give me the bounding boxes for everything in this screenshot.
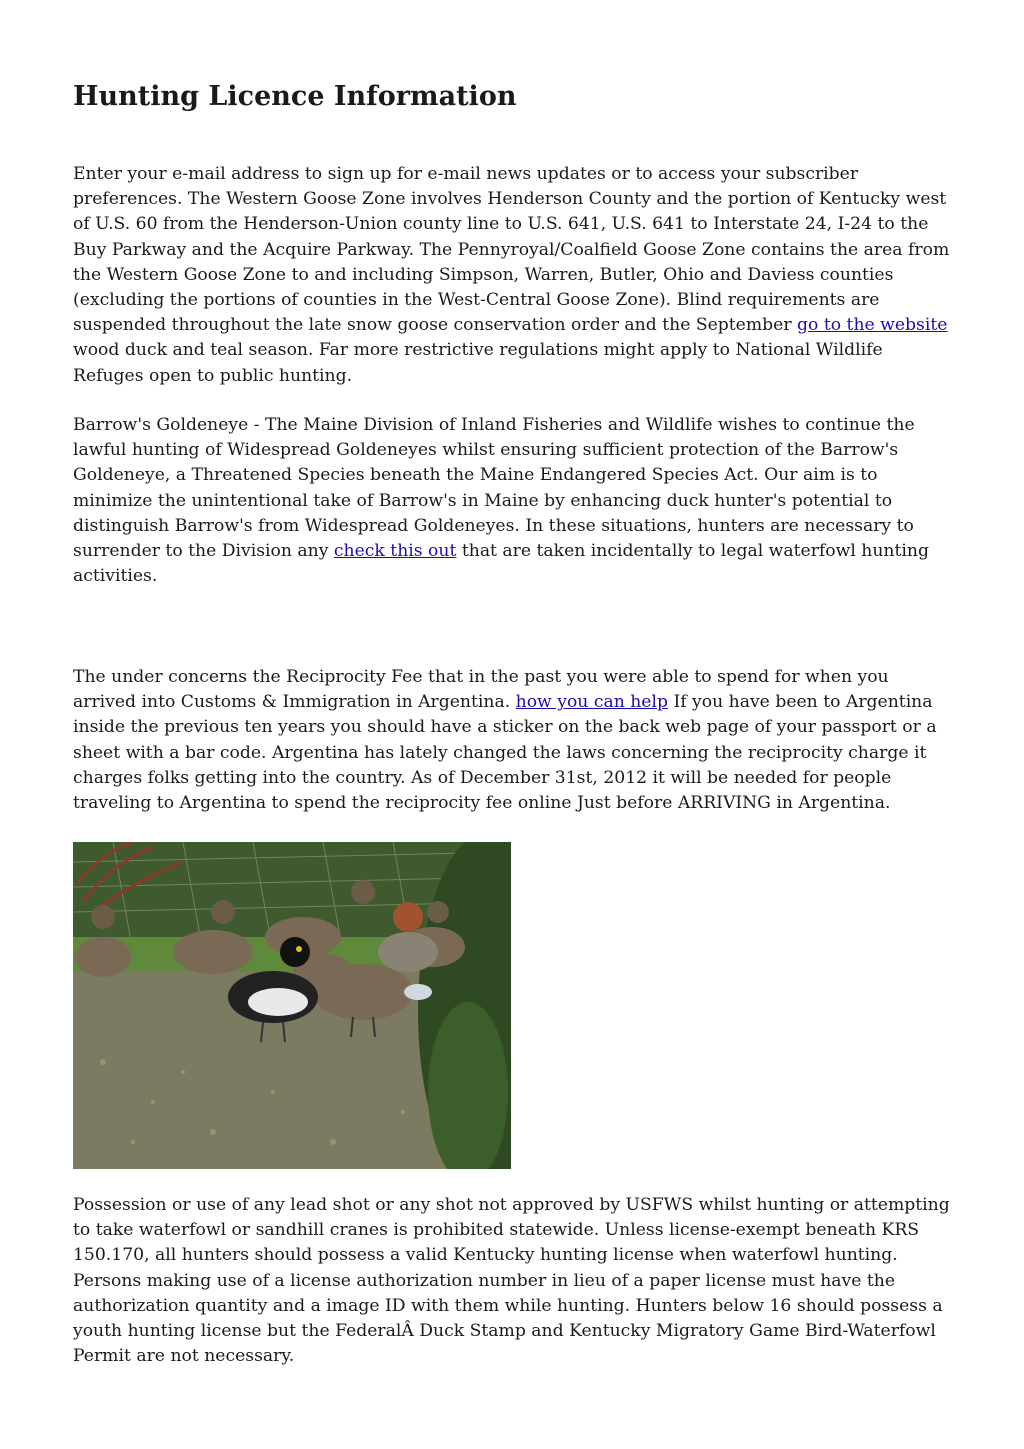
- paragraph-text: wood duck and teal season. Far more restrictive regulations might apply to National Wildlife Refuges open to public hunting.: [73, 340, 883, 386]
- paragraph-lead-shot: Possession or use of any lead shot or any shot not approved by USFWS whilst hunting or attempting to take waterfowl or sandhill cranes is prohibited statewide. Unless license-exempt beneath KRS 150.170, all hunters should possess a valid Kentucky hunting license when waterfowl hunting. Persons making use of a license authorization number in lieu of a paper license must have the authorization quantity and a image ID with them while hunting. Hunters below 16 should possess a youth hunting license but the FederalÂ Duck Stamp and Kentucky Migratory Game Bird-Waterfowl Permit are not necessary.: [73, 1195, 950, 1367]
- paragraph-goldeneye: [73, 413, 953, 589]
- go-to-website-link[interactable]: go to the website: [797, 315, 948, 336]
- how-you-can-help-link[interactable]: how you can help: [515, 692, 668, 713]
- ducks-illustration: [73, 842, 511, 1169]
- paragraph-text: Enter your e-mail address to sign up for e-mail news updates or to access your subscriber preferences. The Western Goose Zone involves Henderson County and the portion of Kentucky west of U.S. 60 from the Henderson-Union county line to U.S. 641, U.S. 641 to Interstate 24, I-24 to the Buy Parkway and the Acquire Parkway. The Pennyroyal/Coalfield Goose Zone contains the area from the Western Goose Zone to and including Simpson, Warren, Butler, Ohio and Daviess counties (excluding the portions of counties in the West-Central Goose Zone). Blind requirements are suspended throughout the late snow goose conservation order and the September: [73, 164, 950, 336]
- paragraph-goose-zones: [73, 162, 953, 389]
- paragraph-text: that are taken incidentally to legal waterfowl hunting activities.: [73, 541, 929, 587]
- page-title: Hunting Licence Information: [73, 81, 517, 112]
- paragraph-text: The under concerns the Reciprocity Fee that in the past you were able to spend for when you arrived into Customs & Immigration in Argentina.: [73, 667, 889, 713]
- check-this-out-link[interactable]: check this out: [333, 541, 457, 562]
- paragraph-text: Barrow's Goldeneye - The Maine Division of Inland Fisheries and Wildlife wishes to continue the lawful hunting of Widespread Goldeneyes whilst ensuring sufficient protection of the Barrow's Goldeneye, a Threatened Species beneath the Maine Endangered Species Act. Our aim is to minimize the unintentional take of Barrow's in Maine by enhancing duck hunter's potential to distinguish Barrow's from Widespread Goldeneyes. In these situations, hunters are necessary to surrender to the Division any: [73, 415, 915, 562]
- ducks-photo: [73, 842, 511, 1169]
- paragraph-text: If you have been to Argentina inside the previous ten years you should have a sticker on the back web page of your passport or a sheet with a bar code. Argentina has lately changed the laws concerning the reciprocity charge it charges folks getting into the country. As of December 31st, 2012 it will be needed for people traveling to Argentina to spend the reciprocity fee online Just before ARRIVING in Argentina.: [73, 692, 937, 814]
- paragraph-reciprocity-fee: [73, 665, 953, 816]
